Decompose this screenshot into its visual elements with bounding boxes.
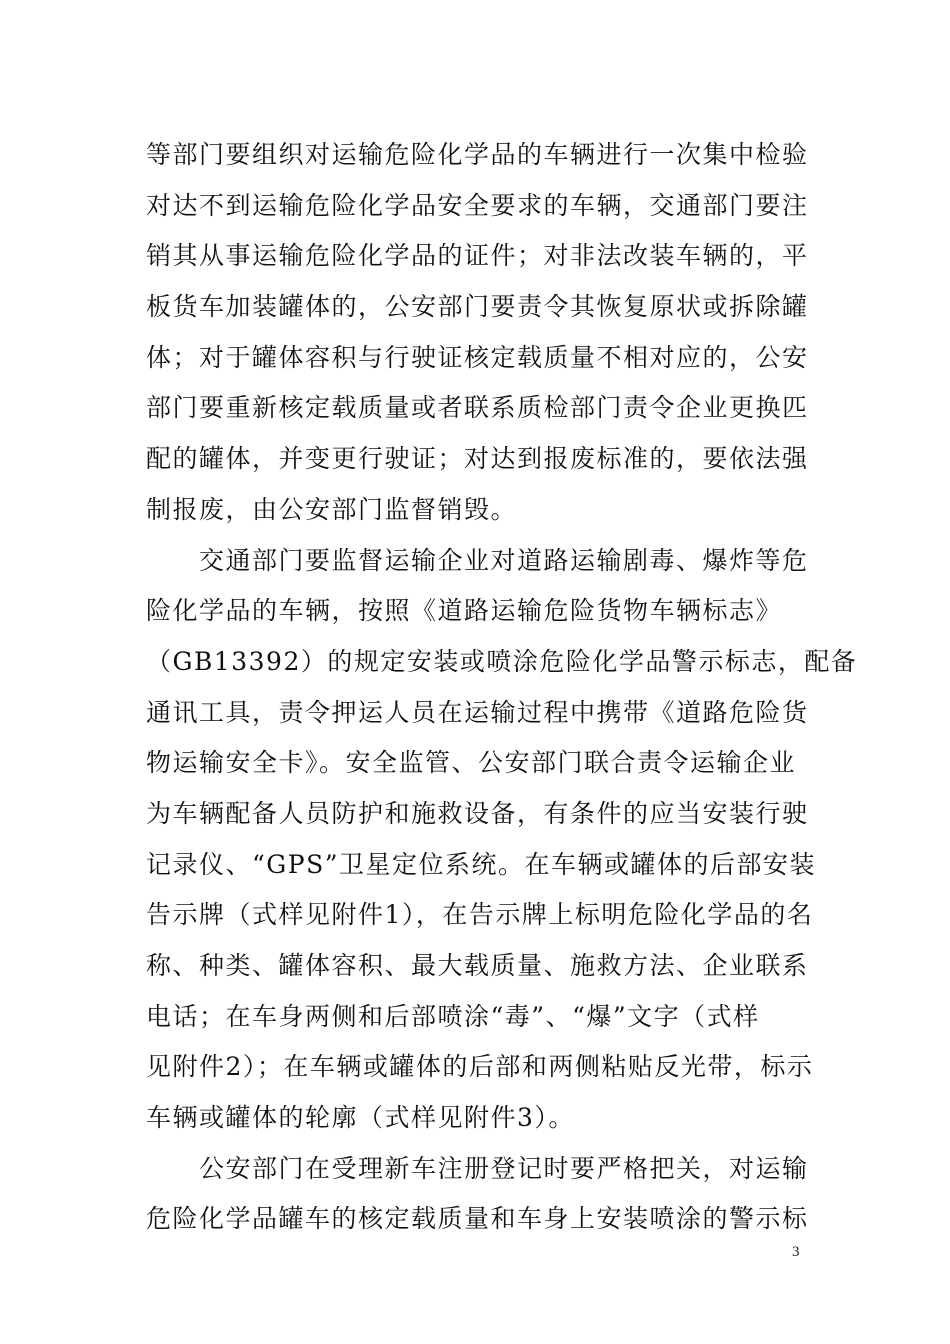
text-line: 告示牌（式样见附件1），在告示牌上标明危险化学品的名 (146, 900, 814, 930)
body-text (146, 130, 858, 1245)
text-line: 体；对于罐体容积与行驶证核定载质量不相对应的，公安 (146, 342, 809, 372)
text-line: 部门要重新核定载质量或者联系质检部门责令企业更换匹 (146, 393, 809, 423)
text-line: 电话；在车身两侧和后部喷涂“毒”、“爆”文字（式样 (146, 1001, 760, 1031)
text-line: 制报废，由公安部门监督销毁。 (146, 494, 518, 524)
text-line: 配的罐体，并变更行驶证；对达到报废标准的，要依法强 (146, 444, 809, 474)
text-line: 板货车加装罐体的，公安部门要责令其恢复原状或拆除罐 (146, 292, 809, 322)
text-line: 等部门要组织对运输危险化学品的车辆进行一次集中检验 (146, 140, 809, 169)
text-line: 为车辆配备人员防护和施救设备，有条件的应当安装行驶 (146, 798, 809, 828)
text-line: 车辆或罐体的轮廓（式样见附件3）。 (146, 1103, 575, 1133)
text-line: 交通部门要监督运输企业对道路运输剧毒、爆炸等危 (146, 545, 809, 575)
text-line: 公安部门在受理新车注册登记时要严格把关，对运输 (146, 1153, 809, 1183)
text-line: 称、种类、罐体容积、最大载质量、施救方法、企业联系 (146, 951, 809, 980)
text-line: 物运输安全卡》。安全监管、公安部门联合责令运输企业 (146, 748, 797, 778)
text-line: 通讯工具，责令押运人员在运输过程中携带《道路危险货 (146, 697, 809, 727)
text-line: 对达不到运输危险化学品安全要求的车辆，交通部门要注 (146, 190, 809, 220)
text-line: 见附件2）；在车辆或罐体的后部和两侧粘贴反光带，标示 (146, 1052, 814, 1082)
text-line: 险化学品的车辆，按照《道路运输危险货物车辆标志》 (146, 596, 783, 626)
text-line: 危险化学品罐车的核定载质量和车身上安装喷涂的警示标 (146, 1204, 809, 1234)
page-number: 3 (792, 1244, 800, 1260)
text-line: 销其从事运输危险化学品的证件；对非法改装车辆的，平 (146, 241, 809, 271)
text-line: （GB13392）的规定安装或喷涂危险化学品警示标志，配备 (146, 646, 858, 676)
text-line: 记录仪、“GPS”卫星定位系统。在车辆或罐体的后部安装 (146, 849, 816, 879)
